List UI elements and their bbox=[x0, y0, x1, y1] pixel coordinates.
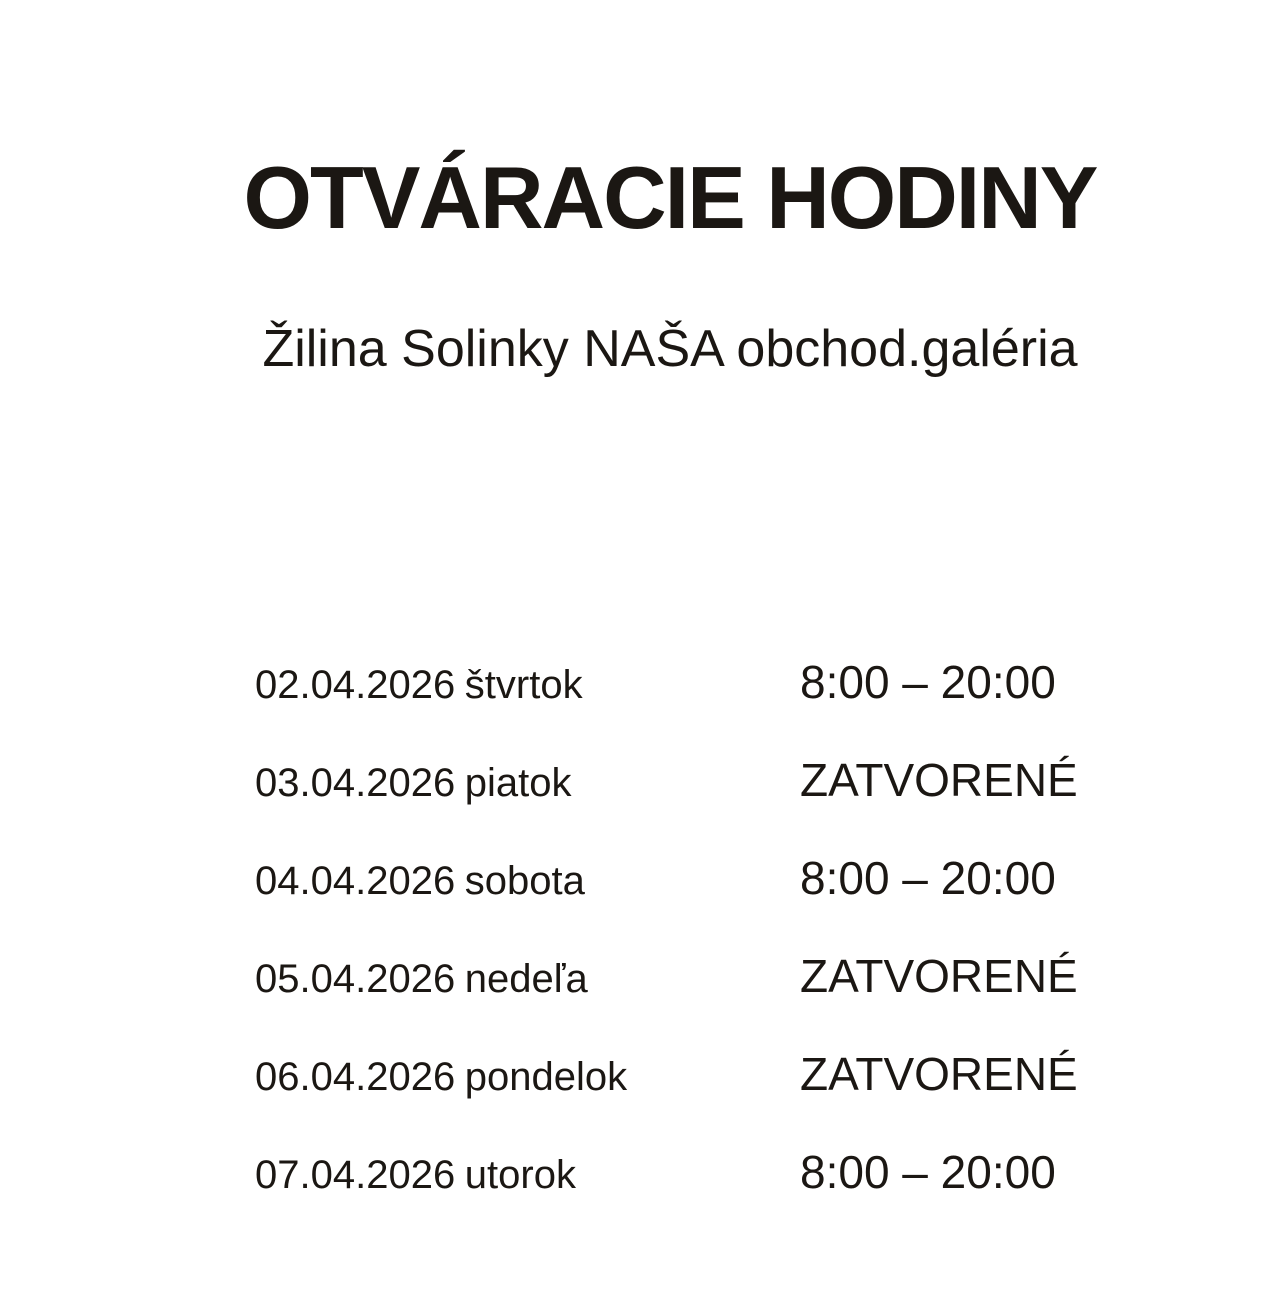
date-text: 03.04.2026 bbox=[255, 761, 456, 805]
date-day-cell bbox=[255, 760, 800, 806]
weekday-text: pondelok bbox=[464, 1055, 628, 1099]
schedule-row bbox=[255, 658, 1085, 756]
weekday-text: nedeľa bbox=[464, 957, 588, 1001]
date-day-cell bbox=[255, 662, 800, 708]
date-text: 05.04.2026 bbox=[255, 957, 456, 1001]
hours-cell: 8:00 – 20:00 bbox=[800, 852, 1056, 904]
date-day-cell bbox=[255, 1152, 800, 1198]
weekday-text: štvrtok bbox=[464, 663, 583, 707]
schedule-row bbox=[255, 854, 1085, 952]
weekday-text: sobota bbox=[464, 859, 585, 903]
location-subtitle: Žilina Solinky NAŠA obchod.galéria bbox=[262, 320, 1078, 378]
schedule-row bbox=[255, 1148, 1085, 1246]
date-day-cell bbox=[255, 1054, 800, 1100]
hours-cell: ZATVORENÉ bbox=[800, 950, 1078, 1002]
hours-cell: 8:00 – 20:00 bbox=[800, 1146, 1056, 1198]
weekday-text: piatok bbox=[464, 761, 572, 805]
page-title: OTVÁRACIE HODINY bbox=[243, 148, 1097, 247]
date-text: 06.04.2026 bbox=[255, 1055, 456, 1099]
schedule-row bbox=[255, 952, 1085, 1050]
schedule-row bbox=[255, 756, 1085, 854]
date-text: 04.04.2026 bbox=[255, 859, 456, 903]
schedule-row bbox=[255, 1050, 1085, 1148]
hours-cell: ZATVORENÉ bbox=[800, 754, 1078, 806]
hours-cell: 8:00 – 20:00 bbox=[800, 656, 1056, 708]
date-text: 02.04.2026 bbox=[255, 663, 456, 707]
date-day-cell bbox=[255, 858, 800, 904]
date-day-cell bbox=[255, 956, 800, 1002]
date-text: 07.04.2026 bbox=[255, 1153, 456, 1197]
schedule-table bbox=[255, 658, 1085, 1246]
weekday-text: utorok bbox=[464, 1153, 576, 1197]
hours-cell: ZATVORENÉ bbox=[800, 1048, 1078, 1100]
